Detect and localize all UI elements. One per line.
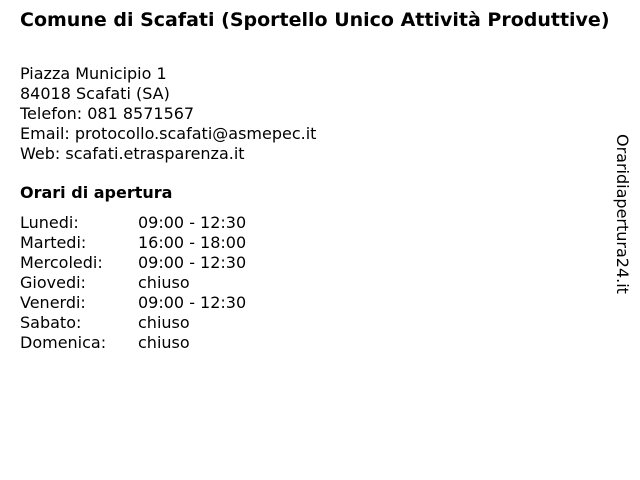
address-block	[20, 64, 316, 164]
watermark-site-name: Oraridiapertura24.it	[613, 134, 632, 294]
day-label: Sabato:	[20, 313, 82, 332]
city-address: 84018 Scafati (SA)	[20, 84, 170, 103]
hours-value: chiuso	[138, 333, 190, 352]
day-label: Venerdi:	[20, 293, 86, 312]
hours-value: 09:00 - 12:30	[138, 213, 247, 232]
hours-value: 09:00 - 12:30	[138, 293, 247, 312]
opening-hours-heading: Orari di apertura	[20, 183, 173, 202]
day-label: Martedi:	[20, 233, 87, 252]
phone-number: Telefon: 081 8571567	[20, 104, 195, 123]
day-label: Domenica:	[20, 333, 107, 352]
day-label: Lunedi:	[20, 213, 79, 232]
hours-value: chiuso	[138, 313, 190, 332]
page-title: Comune di Scafati (Sportello Unico Attività Produttive)	[20, 9, 610, 31]
day-label: Giovedi:	[20, 273, 86, 292]
street-address: Piazza Municipio 1	[20, 64, 167, 83]
email-address: Email: protocollo.scafati@asmepec.it	[20, 124, 317, 143]
hours-value: chiuso	[138, 273, 190, 292]
day-label: Mercoledi:	[20, 253, 103, 272]
hours-value: 09:00 - 12:30	[138, 253, 247, 272]
hours-value: 16:00 - 18:00	[138, 233, 247, 252]
website: Web: scafati.etrasparenza.it	[20, 144, 245, 163]
